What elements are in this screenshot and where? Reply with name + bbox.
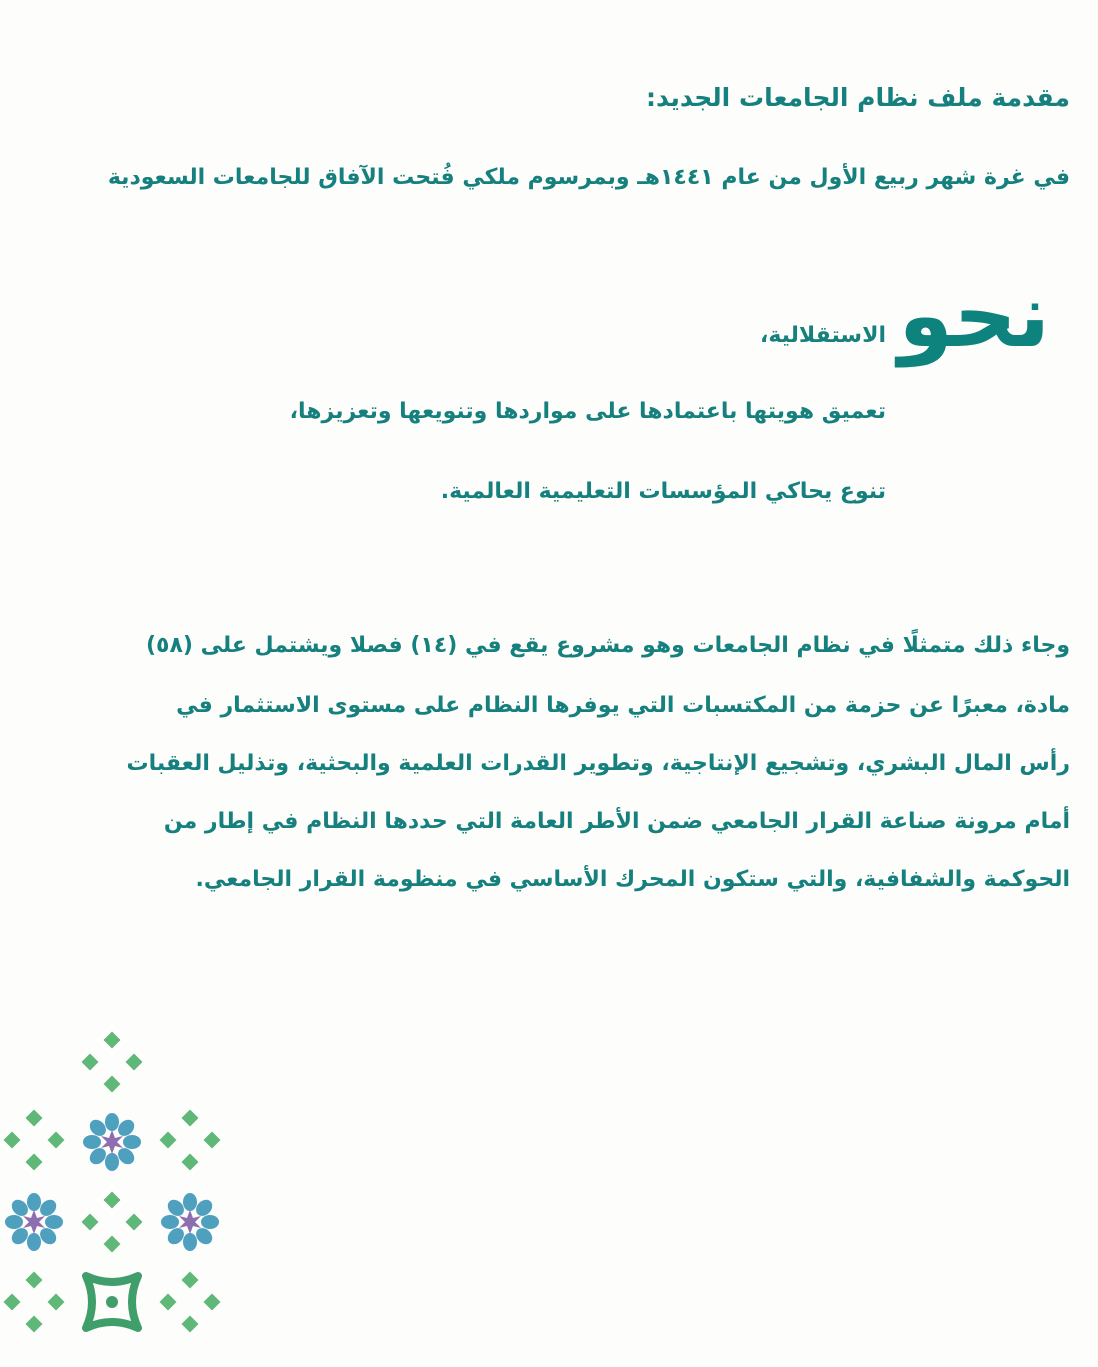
goal-item: تعميق هويتها باعتمادها على مواردها وتنويعها وتعزيزها، (289, 399, 886, 424)
page-title: مقدمة ملف نظام الجامعات الجديد: (646, 83, 1070, 112)
geometric-pattern-icon (0, 1028, 230, 1367)
paragraph-line: مادة، معبرًا عن حزمة من المكتسبات التي يوفرها النظام على مستوى الاستثمار في (176, 693, 1070, 718)
paragraph-line: وجاء ذلك متمثلًا في نظام الجامعات وهو مشروع يقع في (١٤) فصلا ويشتمل على (٥٨) (145, 633, 1070, 658)
big-word-nahw: نحو (898, 264, 1050, 367)
paragraph-line: رأس المال البشري، وتشجيع الإنتاجية، وتطوير القدرات العلمية والبحثية، وتذليل العقبات (126, 751, 1070, 776)
intro-text: في غرة شهر ربيع الأول من عام ١٤٤١هـ وبمرسوم ملكي فُتحت الآفاق للجامعات السعودية (107, 165, 1070, 190)
paragraph-line: الحوكمة والشفافية، والتي ستكون المحرك الأساسي في منظومة القرار الجامعي. (195, 867, 1070, 892)
goal-item: الاستقلالية، (759, 323, 886, 348)
goal-item: تنوع يحاكي المؤسسات التعليمية العالمية. (440, 479, 886, 504)
paragraph-line: أمام مرونة صناعة القرار الجامعي ضمن الأطر العامة التي حددها النظام في إطار من (163, 809, 1070, 834)
